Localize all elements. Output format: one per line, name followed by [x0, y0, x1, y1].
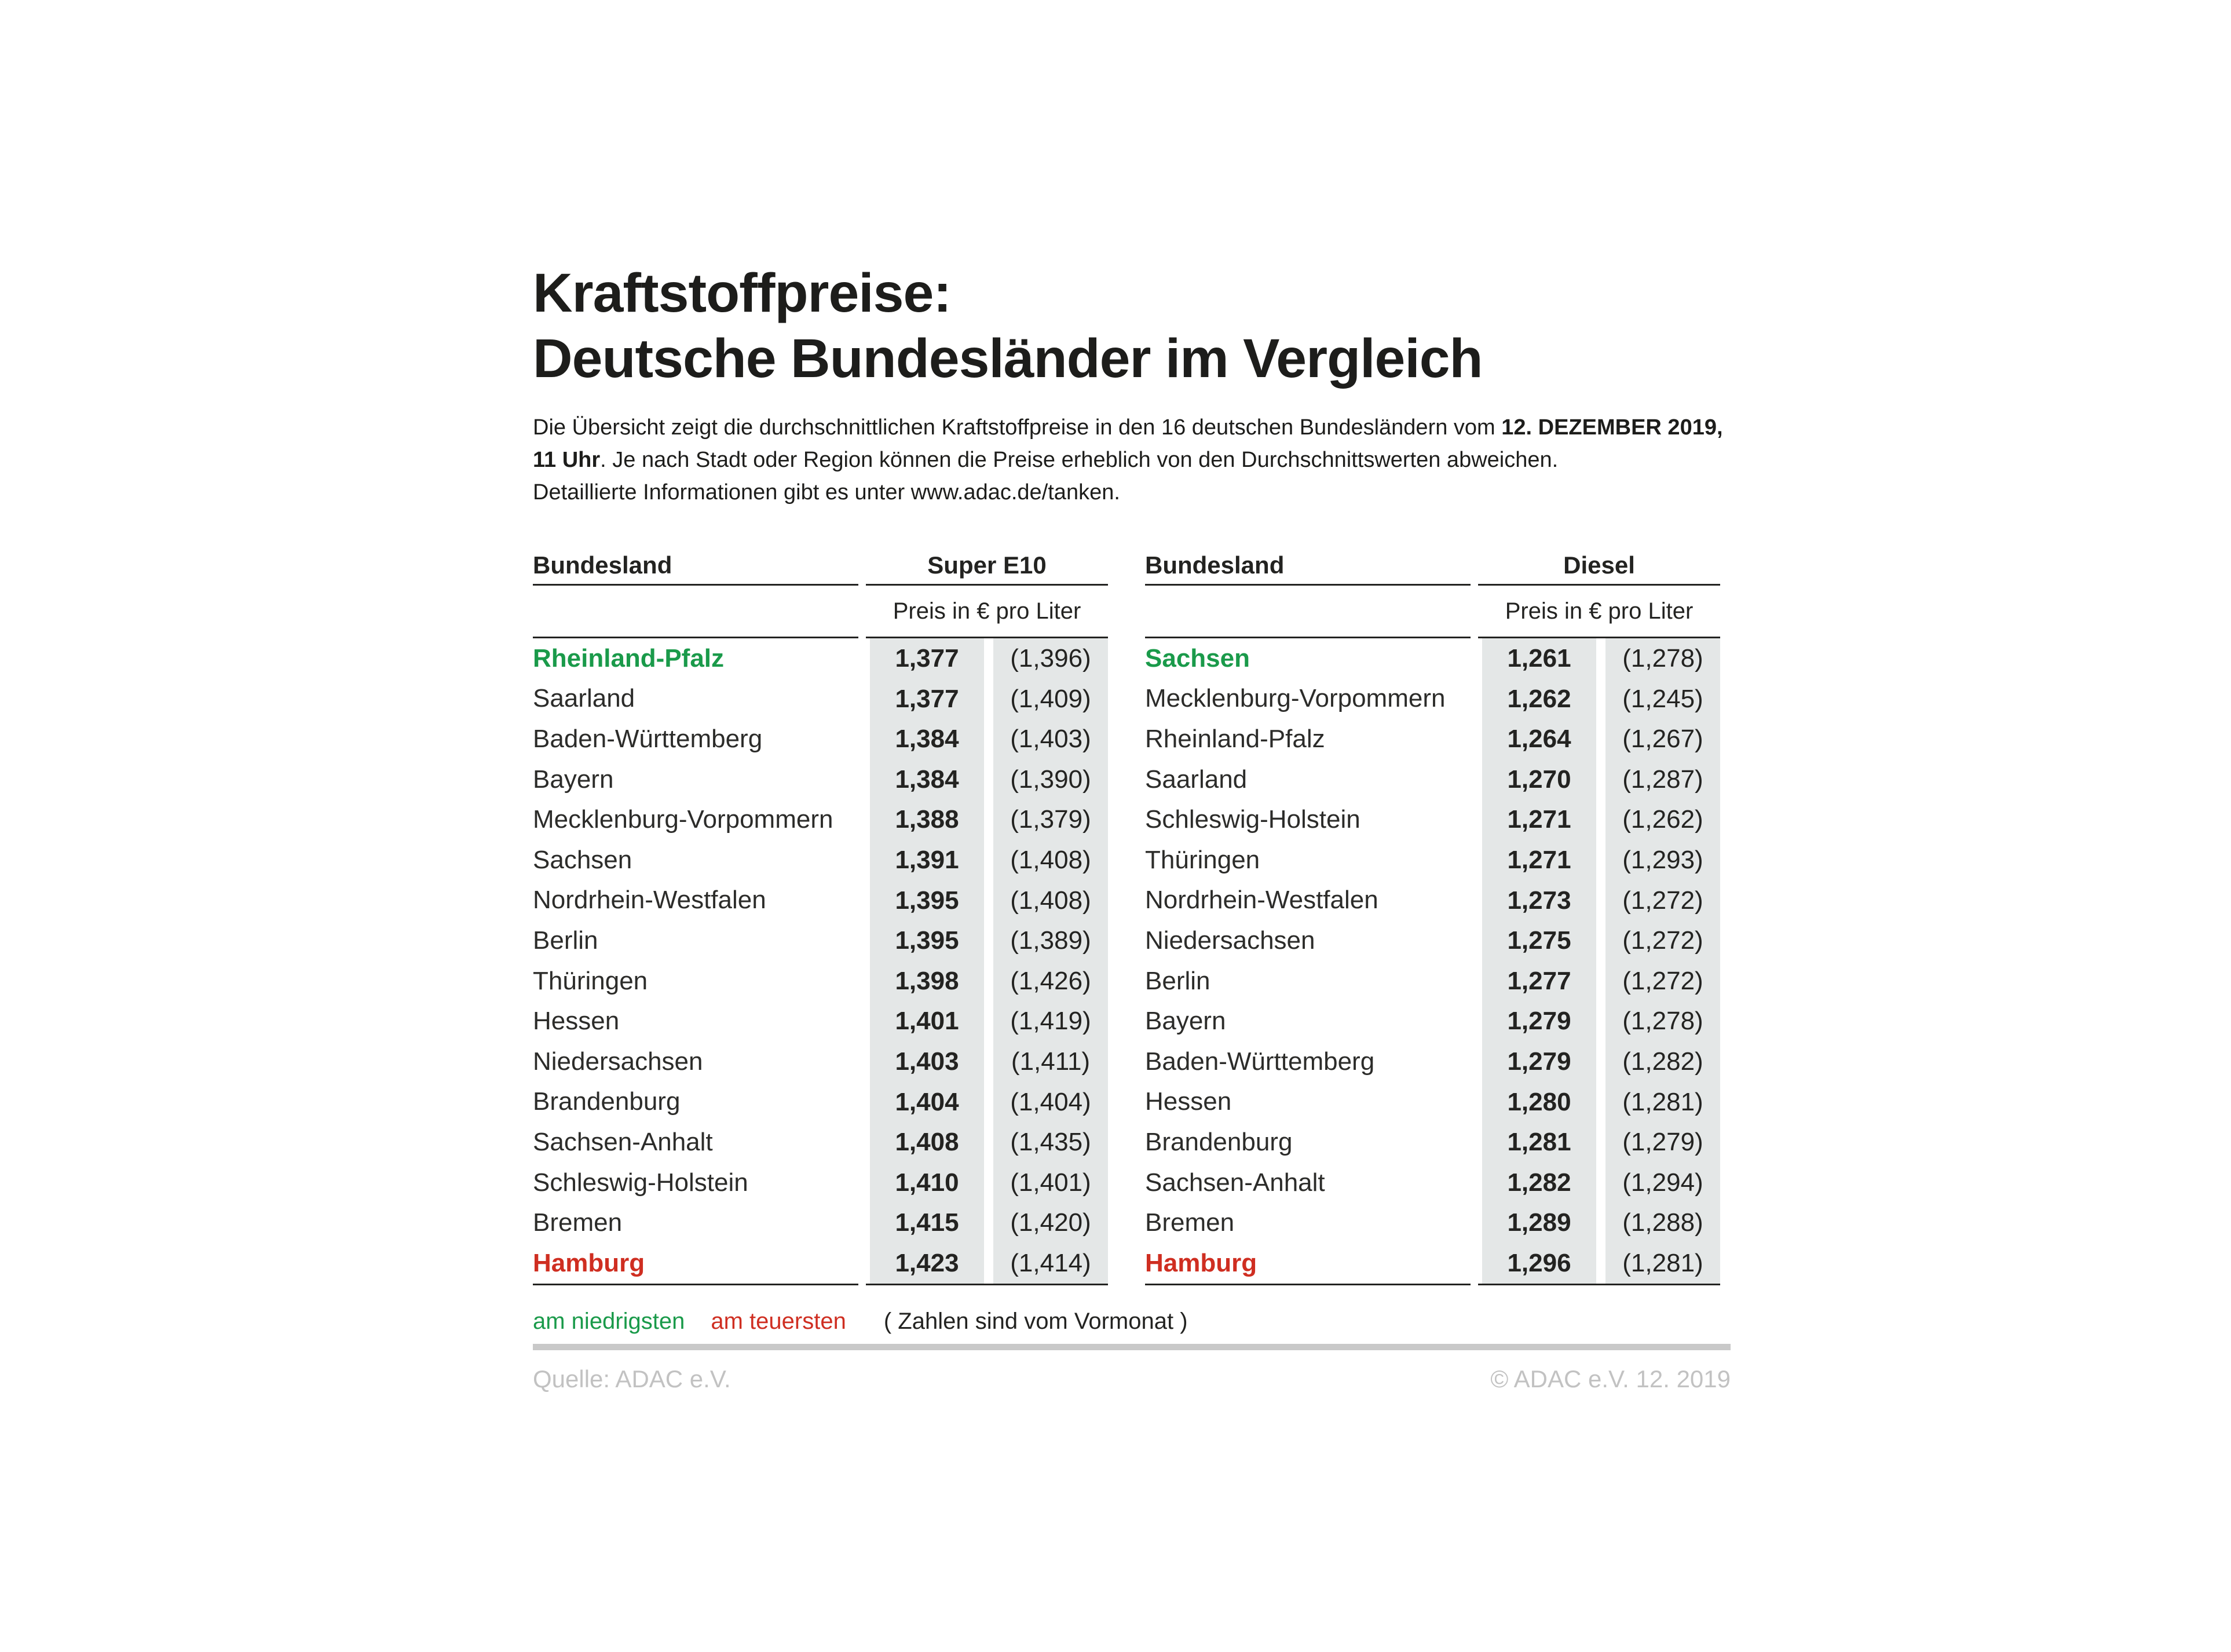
state-name: Saarland [1145, 765, 1248, 794]
column-gap [858, 759, 870, 800]
state-name: Bayern [1145, 1007, 1226, 1036]
price-current: 1,408 [870, 1122, 984, 1163]
column-gap [858, 920, 870, 961]
column-gap [1596, 638, 1605, 679]
price-previous-month: (1,262) [1605, 799, 1720, 840]
column-gap [858, 679, 870, 719]
price-current: 1,401 [870, 1001, 984, 1041]
price-previous-month: (1,281) [1605, 1243, 1720, 1284]
state-name: Brandenburg [533, 1087, 681, 1116]
table-row [1145, 719, 1720, 759]
table-super-e10 [533, 541, 1108, 1285]
table-header [533, 541, 1108, 584]
price-tables [533, 541, 1732, 1285]
price-previous-month: (1,396) [993, 638, 1108, 679]
table-row [533, 638, 1108, 679]
column-gap [1596, 880, 1605, 921]
column-gap [1471, 759, 1482, 800]
column-gap [858, 1163, 870, 1203]
price-current: 1,271 [1482, 840, 1596, 880]
column-gap [1596, 920, 1605, 961]
price-previous-month: (1,267) [1605, 719, 1720, 759]
price-previous-month: (1,294) [1605, 1163, 1720, 1203]
price-current: 1,398 [870, 961, 984, 1002]
footer-divider [533, 1344, 1731, 1350]
page-title [533, 261, 1732, 392]
column-gap [1471, 638, 1482, 679]
state-name: Hessen [1145, 1087, 1232, 1116]
unit-label: Preis in € pro Liter [1505, 598, 1694, 624]
column-gap [1471, 679, 1482, 719]
price-previous-month: (1,408) [993, 840, 1108, 880]
state-name: Niedersachsen [533, 1047, 703, 1076]
price-previous-month: (1,414) [993, 1243, 1108, 1284]
table-row [533, 799, 1108, 840]
column-gap [984, 638, 993, 679]
table-row [1145, 1203, 1720, 1243]
column-gap [984, 759, 993, 800]
column-gap [1471, 1203, 1482, 1243]
price-current: 1,271 [1482, 799, 1596, 840]
table-row [533, 961, 1108, 1002]
state-name: Baden-Württemberg [533, 724, 763, 753]
table-row [1145, 1041, 1720, 1082]
price-previous-month: (1,278) [1605, 638, 1720, 679]
column-gap [984, 799, 993, 840]
header-rule [1145, 584, 1720, 586]
table-diesel [1145, 541, 1720, 1285]
state-name: Sachsen [533, 845, 632, 874]
column-gap [1471, 1122, 1482, 1163]
price-previous-month: (1,403) [993, 719, 1108, 759]
state-name: Thüringen [1145, 845, 1260, 874]
price-previous-month: (1,287) [1605, 759, 1720, 800]
price-current: 1,384 [870, 759, 984, 800]
price-current: 1,391 [870, 840, 984, 880]
state-name: Baden-Württemberg [1145, 1047, 1375, 1076]
price-current: 1,395 [870, 880, 984, 921]
column-gap [858, 1122, 870, 1163]
price-current: 1,282 [1482, 1163, 1596, 1203]
column-gap [858, 840, 870, 880]
state-name: Rheinland-Pfalz [1145, 724, 1325, 753]
state-name: Rheinland-Pfalz [533, 644, 725, 673]
state-name: Berlin [533, 926, 598, 955]
column-gap [1471, 1163, 1482, 1203]
column-gap [1471, 1041, 1482, 1082]
price-previous-month: (1,390) [993, 759, 1108, 800]
state-name: Berlin [1145, 966, 1210, 995]
price-previous-month: (1,278) [1605, 1001, 1720, 1041]
intro-line-2: 11 Uhr. Je nach Stadt oder Region können die Preise erheblich von den Durchschnittswerten abweichen. [533, 448, 1559, 472]
table-row [533, 880, 1108, 921]
price-previous-month: (1,379) [993, 799, 1108, 840]
table-row [1145, 840, 1720, 880]
column-gap [1471, 1001, 1482, 1041]
column-gap [858, 1082, 870, 1123]
column-gap [1596, 799, 1605, 840]
copyright-label: © ADAC e.V. 12. 2019 [1490, 1365, 1731, 1392]
table-rows [533, 638, 1108, 1284]
state-name: Mecklenburg-Vorpommern [1145, 684, 1446, 713]
column-gap [858, 1203, 870, 1243]
column-gap [1596, 1203, 1605, 1243]
price-current: 1,280 [1482, 1082, 1596, 1123]
table-row [533, 1041, 1108, 1082]
state-name: Bremen [1145, 1208, 1235, 1237]
table-row [1145, 1082, 1720, 1123]
column-gap [858, 1001, 870, 1041]
table-header [1145, 541, 1720, 584]
state-name: Mecklenburg-Vorpommern [533, 805, 833, 834]
price-previous-month: (1,404) [993, 1082, 1108, 1123]
column-gap [1596, 1122, 1605, 1163]
table-row [1145, 920, 1720, 961]
column-gap [984, 1243, 993, 1284]
state-name: Hamburg [533, 1248, 645, 1277]
price-previous-month: (1,293) [1605, 840, 1720, 880]
column-gap [1471, 840, 1482, 880]
column-gap [1471, 1082, 1482, 1123]
state-name: Nordrhein-Westfalen [533, 886, 766, 915]
column-gap [1596, 759, 1605, 800]
state-name: Sachsen-Anhalt [1145, 1168, 1325, 1197]
column-gap [1471, 719, 1482, 759]
price-current: 1,388 [870, 799, 984, 840]
table-row [533, 920, 1108, 961]
price-current: 1,296 [1482, 1243, 1596, 1284]
table-row [1145, 1243, 1720, 1284]
column-gap [984, 719, 993, 759]
column-gap [1471, 799, 1482, 840]
price-previous-month: (1,245) [1605, 679, 1720, 719]
column-gap [984, 1082, 993, 1123]
column-header-fuel: Super E10 [927, 551, 1047, 579]
price-current: 1,279 [1482, 1001, 1596, 1041]
infographic [533, 261, 1732, 1393]
table-row [1145, 1163, 1720, 1203]
price-previous-month: (1,281) [1605, 1082, 1720, 1123]
column-gap [984, 880, 993, 921]
price-current: 1,377 [870, 638, 984, 679]
column-header-bundesland: Bundesland [1145, 551, 1285, 579]
table-row [533, 719, 1108, 759]
price-current: 1,281 [1482, 1122, 1596, 1163]
intro-line-3: Detaillierte Informationen gibt es unter www.adac.de/tanken. [533, 480, 1120, 505]
header-rule [533, 584, 1108, 586]
price-previous-month: (1,401) [993, 1163, 1108, 1203]
price-current: 1,410 [870, 1163, 984, 1203]
column-gap [984, 1122, 993, 1163]
state-name: Nordrhein-Westfalen [1145, 886, 1378, 915]
column-gap [1471, 961, 1482, 1002]
table-row [1145, 1001, 1720, 1041]
legend-highest: am teuersten [711, 1308, 846, 1334]
table-row [533, 679, 1108, 719]
column-header-fuel: Diesel [1563, 551, 1635, 579]
table-row [1145, 961, 1720, 1002]
price-current: 1,262 [1482, 679, 1596, 719]
table-row [1145, 679, 1720, 719]
column-gap [1596, 719, 1605, 759]
price-current: 1,275 [1482, 920, 1596, 961]
column-gap [1471, 1243, 1482, 1284]
price-previous-month: (1,408) [993, 880, 1108, 921]
state-name: Saarland [533, 684, 635, 713]
title-line-2: Deutsche Bundesländer im Vergleich [533, 328, 1483, 389]
column-gap [1596, 961, 1605, 1002]
state-name: Bayern [533, 765, 614, 794]
price-previous-month: (1,411) [993, 1041, 1108, 1082]
title-line-1: Kraftstoffpreise: [533, 262, 951, 324]
price-current: 1,384 [870, 719, 984, 759]
table-row [1145, 638, 1720, 679]
column-gap [984, 679, 993, 719]
table-row [533, 840, 1108, 880]
column-gap [1596, 679, 1605, 719]
price-previous-month: (1,272) [1605, 880, 1720, 921]
column-gap [984, 920, 993, 961]
column-gap [984, 1203, 993, 1243]
column-gap [858, 1041, 870, 1082]
price-current: 1,277 [1482, 961, 1596, 1002]
unit-label: Preis in € pro Liter [893, 598, 1081, 624]
column-gap [984, 1001, 993, 1041]
column-gap [984, 1041, 993, 1082]
column-gap [984, 1163, 993, 1203]
table-row [533, 1001, 1108, 1041]
table-row [533, 1082, 1108, 1123]
column-gap [858, 1243, 870, 1284]
price-current: 1,404 [870, 1082, 984, 1123]
column-gap [1596, 1243, 1605, 1284]
price-current: 1,395 [870, 920, 984, 961]
state-name: Sachsen-Anhalt [533, 1127, 713, 1156]
price-previous-month: (1,426) [993, 961, 1108, 1002]
price-previous-month: (1,288) [1605, 1203, 1720, 1243]
price-previous-month: (1,272) [1605, 961, 1720, 1002]
column-gap [1471, 920, 1482, 961]
table-row [533, 759, 1108, 800]
state-name: Hamburg [1145, 1248, 1257, 1277]
column-gap [1596, 1163, 1605, 1203]
state-name: Bremen [533, 1208, 623, 1237]
state-name: Schleswig-Holstein [533, 1168, 748, 1197]
table-row [533, 1243, 1108, 1284]
source-label: Quelle: ADAC e.V. [533, 1365, 731, 1392]
state-name: Hessen [533, 1007, 620, 1036]
column-gap [1596, 1041, 1605, 1082]
price-previous-month: (1,419) [993, 1001, 1108, 1041]
state-name: Sachsen [1145, 644, 1250, 673]
legend [533, 1309, 1732, 1335]
table-row [533, 1163, 1108, 1203]
price-previous-month: (1,282) [1605, 1041, 1720, 1082]
price-previous-month: (1,409) [993, 679, 1108, 719]
table-rows [1145, 638, 1720, 1284]
bottom-rule [533, 1284, 1108, 1285]
footer [533, 1365, 1731, 1393]
price-previous-month: (1,272) [1605, 920, 1720, 961]
price-previous-month: (1,279) [1605, 1122, 1720, 1163]
price-current: 1,264 [1482, 719, 1596, 759]
column-gap [858, 719, 870, 759]
bottom-rule [1145, 1284, 1720, 1285]
table-row [1145, 880, 1720, 921]
price-current: 1,423 [870, 1243, 984, 1284]
table-row [1145, 1122, 1720, 1163]
state-name: Brandenburg [1145, 1127, 1293, 1156]
column-gap [858, 961, 870, 1002]
table-row [533, 1203, 1108, 1243]
state-name: Thüringen [533, 966, 648, 995]
price-current: 1,270 [1482, 759, 1596, 800]
unit-row [533, 586, 1108, 637]
column-gap [1596, 840, 1605, 880]
intro-line-1: Die Übersicht zeigt die durchschnittlichen Kraftstoffpreise in den 16 deutschen Bundesländern vom 12. DEZEMBER 2019, [533, 415, 1723, 440]
column-header-bundesland: Bundesland [533, 551, 672, 579]
column-gap [858, 799, 870, 840]
column-gap [858, 880, 870, 921]
unit-row [1145, 586, 1720, 637]
column-gap [984, 961, 993, 1002]
column-gap [858, 638, 870, 679]
price-current: 1,273 [1482, 880, 1596, 921]
table-row [533, 1122, 1108, 1163]
price-current: 1,261 [1482, 638, 1596, 679]
price-current: 1,289 [1482, 1203, 1596, 1243]
intro-paragraph [533, 411, 1732, 509]
column-gap [1471, 880, 1482, 921]
column-gap [1596, 1001, 1605, 1041]
table-row [1145, 759, 1720, 800]
state-name: Schleswig-Holstein [1145, 805, 1360, 834]
legend-note: ( Zahlen sind vom Vormonat ) [883, 1308, 1188, 1334]
column-gap [984, 840, 993, 880]
price-current: 1,403 [870, 1041, 984, 1082]
price-current: 1,377 [870, 679, 984, 719]
legend-lowest: am niedrigsten [533, 1308, 685, 1334]
price-previous-month: (1,389) [993, 920, 1108, 961]
state-name: Niedersachsen [1145, 926, 1315, 955]
price-current: 1,279 [1482, 1041, 1596, 1082]
price-previous-month: (1,420) [993, 1203, 1108, 1243]
column-gap [1596, 1082, 1605, 1123]
table-row [1145, 799, 1720, 840]
price-previous-month: (1,435) [993, 1122, 1108, 1163]
price-current: 1,415 [870, 1203, 984, 1243]
